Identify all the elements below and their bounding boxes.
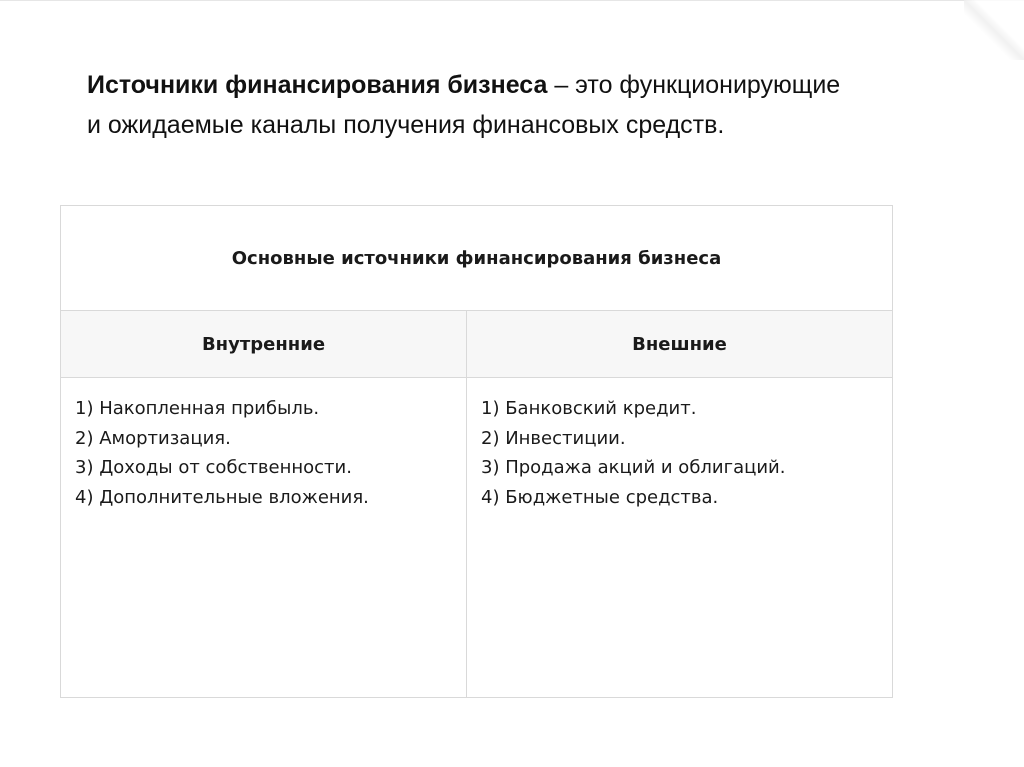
table-header-row: [61, 311, 893, 378]
list-item: 3) Доходы от собственности.: [75, 457, 352, 478]
external-sources-list: [481, 394, 880, 512]
table-title: Основные источники финансирования бизнеса: [61, 206, 893, 311]
definition-term: Источники финансирования бизнеса: [87, 71, 548, 99]
list-item: 3) Продажа акций и облигаций.: [481, 457, 786, 478]
list-item: 2) Амортизация.: [75, 427, 231, 449]
column-header-external: Внешние: [467, 311, 893, 378]
definition-body: – это функционирующие и ожидаемые каналы получения финансовых средств.: [87, 71, 841, 139]
table-body-row: [61, 378, 893, 698]
list-item: 4) Дополнительные вложения.: [75, 486, 369, 508]
list-item: 2) Инвестиции.: [481, 427, 626, 449]
internal-sources-cell: [61, 378, 467, 698]
table-title-row: [61, 206, 893, 311]
list-item: 4) Бюджетные средства.: [481, 486, 719, 508]
list-item: 1) Накопленная прибыль.: [75, 398, 320, 419]
internal-sources-list: [75, 394, 454, 512]
financing-sources-table: [60, 205, 893, 698]
definition-text: [87, 65, 847, 145]
external-sources-cell: [467, 378, 893, 698]
column-header-internal: Внутренние: [61, 311, 467, 378]
page-curl-decoration: [964, 0, 1024, 60]
list-item: 1) Банковский кредит.: [481, 398, 697, 419]
